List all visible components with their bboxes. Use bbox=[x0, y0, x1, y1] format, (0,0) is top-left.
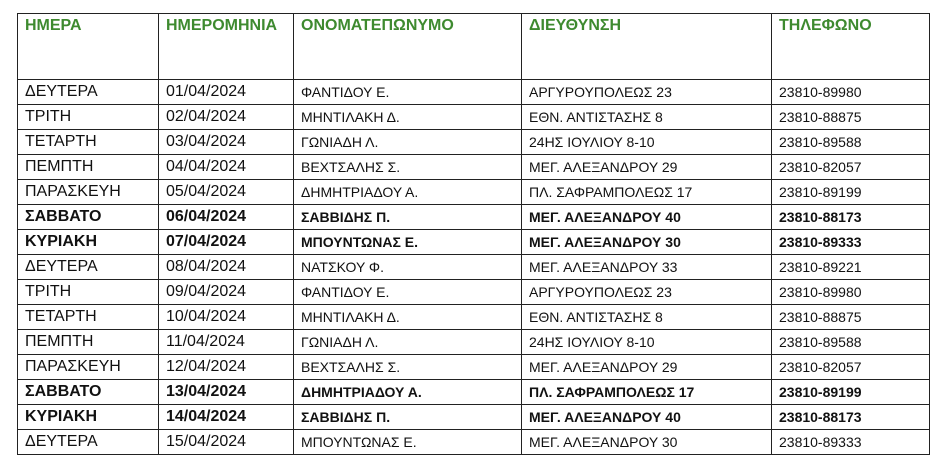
cell-date: 15/04/2024 bbox=[159, 430, 294, 455]
cell-address: ΠΛ. ΣΑΦΡΑΜΠΟΛΕΩΣ 17 bbox=[522, 180, 772, 205]
cell-day: ΤΕΤΑΡΤΗ bbox=[18, 305, 159, 330]
table-row bbox=[18, 355, 930, 380]
cell-address: ΜΕΓ. ΑΛΕΞΑΝΔΡΟΥ 30 bbox=[522, 430, 772, 455]
cell-day: ΚΥΡΙΑΚΗ bbox=[18, 405, 159, 430]
cell-day: ΔΕΥΤΕΡΑ bbox=[18, 80, 159, 105]
table-row bbox=[18, 80, 930, 105]
header-row bbox=[18, 14, 930, 80]
header-name: ΟΝΟΜΑΤΕΠΩΝΥΜΟ bbox=[294, 14, 522, 80]
cell-name: ΦΑΝΤΙΔΟΥ Ε. bbox=[294, 80, 522, 105]
table-row bbox=[18, 405, 930, 430]
cell-address: ΕΘΝ. ΑΝΤΙΣΤΑΣΗΣ 8 bbox=[522, 305, 772, 330]
cell-date: 04/04/2024 bbox=[159, 155, 294, 180]
cell-phone: 23810-89980 bbox=[772, 80, 930, 105]
table-row bbox=[18, 230, 930, 255]
table-row bbox=[18, 155, 930, 180]
cell-address: 24ΗΣ ΙΟΥΛΙΟΥ 8-10 bbox=[522, 330, 772, 355]
cell-name: ΝΑΤΣΚΟΥ Φ. bbox=[294, 255, 522, 280]
cell-name: ΜΠΟΥΝΤΩΝΑΣ Ε. bbox=[294, 230, 522, 255]
cell-phone: 23810-82057 bbox=[772, 355, 930, 380]
pharmacy-duty-table bbox=[17, 13, 930, 455]
table-row bbox=[18, 380, 930, 405]
table-row bbox=[18, 130, 930, 155]
cell-name: ΣΑΒΒΙΔΗΣ Π. bbox=[294, 205, 522, 230]
cell-phone: 23810-89199 bbox=[772, 380, 930, 405]
cell-address: ΑΡΓΥΡΟΥΠΟΛΕΩΣ 23 bbox=[522, 80, 772, 105]
cell-day: ΤΕΤΑΡΤΗ bbox=[18, 130, 159, 155]
cell-date: 09/04/2024 bbox=[159, 280, 294, 305]
cell-phone: 23810-88875 bbox=[772, 105, 930, 130]
cell-day: ΚΥΡΙΑΚΗ bbox=[18, 230, 159, 255]
cell-name: ΓΩΝΙΑΔΗ Λ. bbox=[294, 130, 522, 155]
cell-name: ΣΑΒΒΙΔΗΣ Π. bbox=[294, 405, 522, 430]
table-row bbox=[18, 280, 930, 305]
cell-name: ΒΕΧΤΣΑΛΗΣ Σ. bbox=[294, 355, 522, 380]
table-row bbox=[18, 205, 930, 230]
cell-name: ΜΗΝΤΙΛΑΚΗ Δ. bbox=[294, 305, 522, 330]
cell-date: 02/04/2024 bbox=[159, 105, 294, 130]
cell-day: ΤΡΙΤΗ bbox=[18, 105, 159, 130]
cell-day: ΠΕΜΠΤΗ bbox=[18, 155, 159, 180]
header-address: ΔΙΕΥΘΥΝΣΗ bbox=[522, 14, 772, 80]
cell-phone: 23810-89199 bbox=[772, 180, 930, 205]
cell-address: ΜΕΓ. ΑΛΕΞΑΝΔΡΟΥ 29 bbox=[522, 355, 772, 380]
cell-day: ΔΕΥΤΕΡΑ bbox=[18, 430, 159, 455]
header-date: ΗΜΕΡΟΜΗΝΙΑ bbox=[159, 14, 294, 80]
table-row bbox=[18, 305, 930, 330]
cell-phone: 23810-88173 bbox=[772, 205, 930, 230]
cell-address: ΜΕΓ. ΑΛΕΞΑΝΔΡΟΥ 40 bbox=[522, 405, 772, 430]
cell-name: ΒΕΧΤΣΑΛΗΣ Σ. bbox=[294, 155, 522, 180]
cell-phone: 23810-88173 bbox=[772, 405, 930, 430]
cell-name: ΜΠΟΥΝΤΩΝΑΣ Ε. bbox=[294, 430, 522, 455]
cell-day: ΔΕΥΤΕΡΑ bbox=[18, 255, 159, 280]
cell-day: ΠΕΜΠΤΗ bbox=[18, 330, 159, 355]
cell-day: ΣΑΒΒΑΤΟ bbox=[18, 380, 159, 405]
cell-date: 03/04/2024 bbox=[159, 130, 294, 155]
cell-name: ΜΗΝΤΙΛΑΚΗ Δ. bbox=[294, 105, 522, 130]
cell-address: ΜΕΓ. ΑΛΕΞΑΝΔΡΟΥ 33 bbox=[522, 255, 772, 280]
cell-date: 07/04/2024 bbox=[159, 230, 294, 255]
cell-day: ΤΡΙΤΗ bbox=[18, 280, 159, 305]
cell-phone: 23810-89588 bbox=[772, 330, 930, 355]
cell-phone: 23810-89333 bbox=[772, 230, 930, 255]
cell-phone: 23810-89588 bbox=[772, 130, 930, 155]
cell-date: 11/04/2024 bbox=[159, 330, 294, 355]
table-row bbox=[18, 105, 930, 130]
cell-date: 01/04/2024 bbox=[159, 80, 294, 105]
header-phone: ΤΗΛΕΦΩΝΟ bbox=[772, 14, 930, 80]
cell-name: ΔΗΜΗΤΡΙΑΔΟΥ Α. bbox=[294, 380, 522, 405]
cell-date: 12/04/2024 bbox=[159, 355, 294, 380]
cell-address: ΕΘΝ. ΑΝΤΙΣΤΑΣΗΣ 8 bbox=[522, 105, 772, 130]
cell-address: ΠΛ. ΣΑΦΡΑΜΠΟΛΕΩΣ 17 bbox=[522, 380, 772, 405]
cell-date: 13/04/2024 bbox=[159, 380, 294, 405]
cell-address: ΜΕΓ. ΑΛΕΞΑΝΔΡΟΥ 40 bbox=[522, 205, 772, 230]
cell-date: 14/04/2024 bbox=[159, 405, 294, 430]
cell-address: 24ΗΣ ΙΟΥΛΙΟΥ 8-10 bbox=[522, 130, 772, 155]
cell-name: ΔΗΜΗΤΡΙΑΔΟΥ Α. bbox=[294, 180, 522, 205]
cell-name: ΦΑΝΤΙΔΟΥ Ε. bbox=[294, 280, 522, 305]
table-row bbox=[18, 330, 930, 355]
cell-address: ΜΕΓ. ΑΛΕΞΑΝΔΡΟΥ 30 bbox=[522, 230, 772, 255]
cell-date: 08/04/2024 bbox=[159, 255, 294, 280]
cell-phone: 23810-88875 bbox=[772, 305, 930, 330]
cell-name: ΓΩΝΙΑΔΗ Λ. bbox=[294, 330, 522, 355]
cell-date: 05/04/2024 bbox=[159, 180, 294, 205]
cell-address: ΜΕΓ. ΑΛΕΞΑΝΔΡΟΥ 29 bbox=[522, 155, 772, 180]
cell-address: ΑΡΓΥΡΟΥΠΟΛΕΩΣ 23 bbox=[522, 280, 772, 305]
table-row bbox=[18, 430, 930, 455]
cell-date: 06/04/2024 bbox=[159, 205, 294, 230]
cell-phone: 23810-89333 bbox=[772, 430, 930, 455]
cell-day: ΠΑΡΑΣΚΕΥΗ bbox=[18, 180, 159, 205]
cell-phone: 23810-82057 bbox=[772, 155, 930, 180]
table-row bbox=[18, 180, 930, 205]
cell-phone: 23810-89221 bbox=[772, 255, 930, 280]
cell-phone: 23810-89980 bbox=[772, 280, 930, 305]
cell-day: ΣΑΒΒΑΤΟ bbox=[18, 205, 159, 230]
cell-day: ΠΑΡΑΣΚΕΥΗ bbox=[18, 355, 159, 380]
cell-date: 10/04/2024 bbox=[159, 305, 294, 330]
table-row bbox=[18, 255, 930, 280]
header-day: ΗΜΕΡΑ bbox=[18, 14, 159, 80]
